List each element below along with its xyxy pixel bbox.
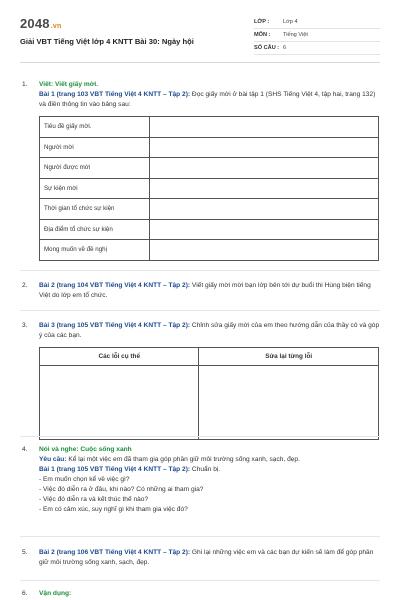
- logo-main: 2048: [20, 16, 50, 31]
- table-row: [40, 366, 379, 440]
- section-number: 5.: [22, 549, 28, 556]
- meta-box: [254, 16, 380, 55]
- exercise-body: Chuẩn bị.: [190, 466, 221, 473]
- section-number: 6.: [22, 590, 28, 597]
- table-row: [40, 117, 379, 138]
- list-item: - Em có cảm xúc, suy nghĩ gì khi tham gia việc đó?: [39, 506, 188, 513]
- table-cell-answer[interactable]: [199, 366, 379, 440]
- table-row: [40, 199, 379, 220]
- requirement-label: Yêu cầu:: [39, 456, 67, 463]
- meta-value: 6: [283, 45, 287, 51]
- section-divider: [20, 536, 380, 537]
- exercise-body: Ghi lại những việc em và các bạn dự kiến sẽ làm để góp phần giữ môi trường sống xanh, sạch, đẹp.: [39, 549, 374, 566]
- table-row: [40, 219, 379, 240]
- table-row: [40, 158, 379, 179]
- table-row: [40, 178, 379, 199]
- exercise-text: [39, 465, 382, 475]
- table-cell-label: Địa điểm tổ chức sự kiện: [40, 219, 150, 240]
- meta-value: Tiếng Việt: [283, 32, 308, 38]
- table-cell-label: Người được mời: [40, 158, 150, 179]
- exercise-body: Đọc giấy mời ở bài tập 1 (SHS Tiếng Việt 4, tập hai, trang 132) và điền thông tin vào bảng sau:: [39, 91, 376, 108]
- logo-suffix: .vn: [50, 23, 62, 30]
- section-heading: Nói và nghe: Cuộc sống xanh: [39, 446, 132, 453]
- section-2: [22, 281, 382, 301]
- table-cell-label: Tiêu đề giấy mời.: [40, 117, 150, 138]
- table-cell-label: Mong muốn về đề nghị: [40, 240, 150, 261]
- list-item: - Việc đó diễn ra ở đâu, khi nào? Có những ai tham gia?: [39, 486, 204, 493]
- meta-row-count: [254, 42, 380, 55]
- table-cell-answer[interactable]: [150, 199, 379, 220]
- requirement-body: Kể lại một việc em đã tham gia góp phần giữ môi trường sống xanh, sạch, đẹp.: [66, 456, 300, 463]
- section-divider: [20, 310, 380, 311]
- table-cell-answer[interactable]: [150, 219, 379, 240]
- section-divider: [20, 270, 380, 271]
- requirement-text: [39, 455, 382, 465]
- info-table: [39, 116, 379, 261]
- column-header-fixes: Sửa lại từng lỗi: [199, 348, 379, 366]
- section-divider: [20, 436, 380, 437]
- meta-key: MÔN :: [254, 32, 271, 38]
- section-number: 4.: [22, 446, 28, 453]
- column-header-errors: Các lỗi cụ thể: [40, 348, 199, 366]
- list-item: - Việc đó diễn ra và kết thúc thế nào?: [39, 496, 149, 503]
- section-heading: Vận dụng:: [39, 590, 72, 597]
- meta-row-class: [254, 16, 380, 29]
- table-header-row: [40, 348, 379, 366]
- exercise-text: [39, 548, 382, 568]
- section-number: 2.: [22, 282, 28, 289]
- table-cell-answer[interactable]: [40, 366, 199, 440]
- meta-value: Lớp 4: [283, 19, 298, 25]
- section-3: [22, 321, 382, 341]
- exercise-text: [39, 321, 382, 341]
- exercise-label: Bài 2 (trang 106 VBT Tiếng Việt 4 KNTT – Tập 2):: [39, 549, 191, 556]
- table-row: [40, 240, 379, 261]
- table-cell-label: Thời gian tổ chức sự kiện: [40, 199, 150, 220]
- table-cell-answer[interactable]: [150, 178, 379, 199]
- table-cell-label: Sự kiện mời: [40, 178, 150, 199]
- table-cell-answer[interactable]: [150, 137, 379, 158]
- exercise-text: [39, 281, 382, 301]
- section-4: [22, 445, 382, 515]
- meta-row-subject: [254, 29, 380, 42]
- meta-key: SỐ CÂU :: [254, 45, 280, 51]
- exercise-label: Bài 3 (trang 105 VBT Tiếng Việt 4 KNTT – Tập 2):: [39, 322, 191, 329]
- list-item: - Em muốn chọn kể về việc gì?: [39, 476, 130, 483]
- section-divider: [20, 580, 380, 581]
- exercise-text: [39, 90, 382, 110]
- table-cell-label: Người mời: [40, 137, 150, 158]
- section-1: [22, 80, 382, 110]
- correction-table: [39, 347, 379, 440]
- exercise-label: Bài 1 (trang 103 VBT Tiếng Việt 4 KNTT – Tập 2):: [39, 91, 191, 98]
- exercise-label: Bài 1 (trang 105 VBT Tiếng Việt 4 KNTT – Tập 2):: [39, 466, 191, 473]
- section-heading: Viết: Viết giấy mời.: [39, 81, 99, 88]
- table-row: [40, 137, 379, 158]
- table-cell-answer[interactable]: [150, 117, 379, 138]
- meta-key: LỚP :: [254, 19, 270, 25]
- table-cell-answer[interactable]: [150, 240, 379, 261]
- exercise-body: Viết giấy mời mời bạn lớp bên tới dự buổi thi Hùng biện tiếng Việt do lớp em tổ chức.: [39, 282, 371, 299]
- section-number: 3.: [22, 322, 28, 329]
- site-logo[interactable]: [20, 16, 61, 31]
- header-divider: [20, 62, 380, 63]
- exercise-body: Chỉnh sửa giấy mời của em theo hướng dẫn của thầy cô và góp ý của các bạn.: [39, 322, 380, 339]
- section-5: [22, 548, 382, 568]
- section-number: 1.: [22, 81, 28, 88]
- section-6: [22, 589, 382, 599]
- table-cell-answer[interactable]: [150, 158, 379, 179]
- doc-title: Giải VBT Tiếng Việt lớp 4 KNTT Bài 30: Ngày hội: [20, 37, 194, 46]
- exercise-label: Bài 2 (trang 104 VBT Tiếng Việt 4 KNTT – Tập 2):: [39, 282, 191, 289]
